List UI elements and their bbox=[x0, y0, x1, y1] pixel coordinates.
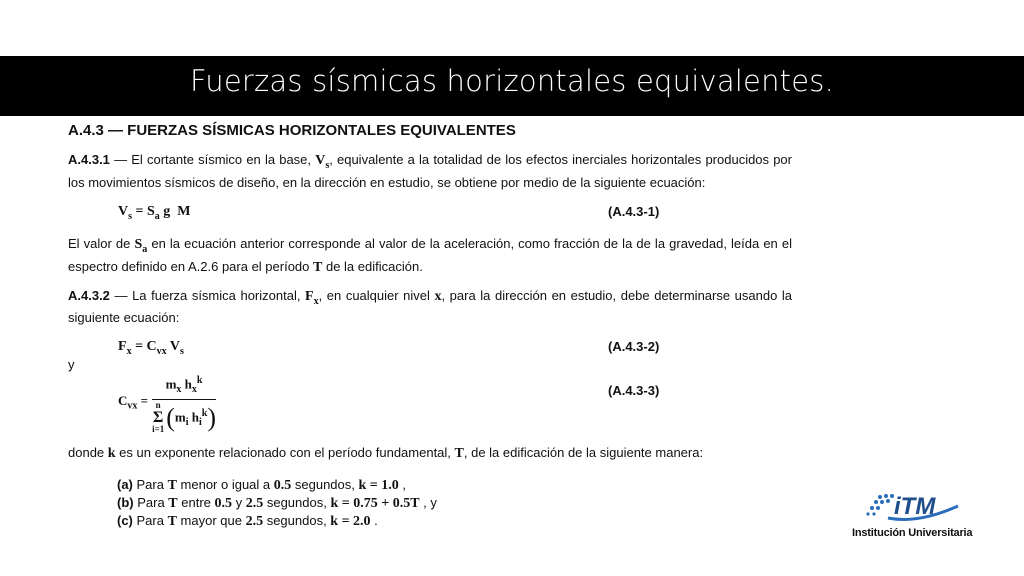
list-item: (a) Para T menor o igual a 0.5 segundos, k = 1.0 , bbox=[117, 477, 406, 494]
equation-tag: (A.4.3-3) bbox=[608, 383, 660, 399]
k-conditions-list bbox=[68, 476, 792, 530]
equation-formula: $F_x = C_{vx}$ $V_s$ bbox=[118, 339, 184, 358]
var-k: k bbox=[107, 446, 116, 462]
slide-title: Fuerzas sísmicas horizontales equivalentes. bbox=[189, 64, 835, 98]
paragraph-a431: A.4.3.1 — El cortante sísmico en la base, $V_s$, equivalente a la totalidad de los efectos inerciales horizontales producidos por los movimientos sísmicos de diseño, en la dirección en estudio, se obtiene por medio de la siguiente ecuación: bbox=[68, 152, 792, 190]
clause-number: A.4.3.2 bbox=[68, 287, 110, 303]
equation-tag: (A.4.3-2) bbox=[608, 339, 660, 355]
var-sa: $S_a$ bbox=[134, 236, 148, 255]
paragraph-a432: A.4.3.2 — La fuerza sísmica horizontal, $F_x$, en cualquier nivel x, para la dirección en estudio, debe determinarse usando la siguiente ecuación: bbox=[68, 287, 793, 326]
list-item: (c) Para T mayor que 2.5 segundos, k = 2.0 . bbox=[117, 513, 378, 530]
var-fx: $F_x$ bbox=[305, 288, 319, 307]
document-excerpt bbox=[68, 122, 792, 530]
equation-formula: $C_{vx}$ = $m_x$ $h_x^k$ n Σ i=1 ( $m_i$ $h_i^k$ ) bbox=[118, 372, 216, 434]
var-x: x bbox=[434, 288, 442, 304]
list-item: (b) Para T entre 0.5 y 2.5 segundos, k = 0.75 + 0.5T , y bbox=[117, 495, 437, 512]
paragraph-sa: El valor de $S_a$ en la ecuación anterior corresponde al valor de la aceleración, como fracción de la de la gravedad, leída en el espectro definido en A.2.6 para el período T de la edificación. bbox=[68, 235, 792, 275]
equation-a432 bbox=[68, 338, 792, 358]
var-t: T bbox=[454, 446, 464, 462]
equation-a431 bbox=[68, 203, 792, 223]
clause-number: A.4.3.1 bbox=[68, 152, 110, 167]
logo-caption: Institución Universitaria bbox=[852, 527, 973, 539]
equation-a433 bbox=[68, 372, 792, 435]
var-t: T bbox=[313, 259, 323, 275]
equation-tag: (A.4.3-1) bbox=[608, 203, 660, 219]
title-bar bbox=[0, 56, 1024, 116]
section-heading: A.4.3 — FUERZAS SÍSMICAS HORIZONTALES EQUIVALENTES bbox=[68, 122, 516, 139]
logo-text: iTM bbox=[894, 493, 936, 520]
paragraph-k: donde k es un exponente relacionado con el período fundamental, T, de la edificación de la siguiente manera: bbox=[68, 445, 704, 462]
conjunction: y bbox=[68, 357, 75, 373]
logo-dots-icon bbox=[866, 494, 894, 516]
equation-formula: $V_s = S_a$ g M bbox=[118, 203, 191, 222]
var-vs: $V_s$ bbox=[315, 153, 330, 171]
